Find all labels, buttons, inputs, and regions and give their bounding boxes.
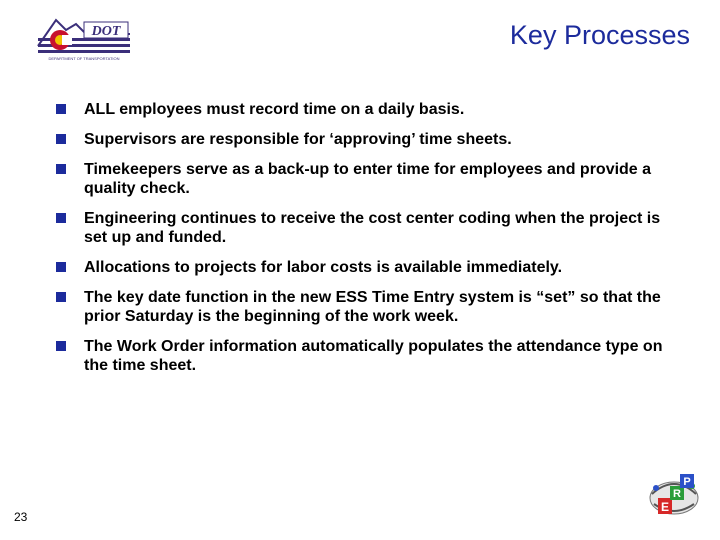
bullet-item (56, 337, 696, 375)
bullet-text: Timekeepers serve as a back-up to enter time for employees and provide a quality check. (84, 161, 652, 197)
square-bullet-icon (56, 134, 66, 144)
bullet-item (56, 160, 696, 198)
bullet-text: The key date function in the new ESS Time Entry system is “set” so that the prior Saturday is the beginning of the work week. (84, 289, 661, 325)
bullet-text: ALL employees must record time on a daily basis. (84, 101, 465, 118)
square-bullet-icon (56, 164, 66, 174)
bullet-item (56, 130, 696, 149)
square-bullet-icon (56, 213, 66, 223)
emblem-letter-r: R (673, 488, 681, 500)
bullet-text: The Work Order information automatically populates the attendance type on the time sheet. (84, 338, 663, 374)
bullet-item (56, 209, 696, 247)
square-bullet-icon (56, 104, 66, 114)
bullet-item (56, 288, 696, 326)
slide-title: Key Processes (509, 20, 690, 50)
square-bullet-icon (56, 262, 66, 272)
square-bullet-icon (56, 292, 66, 302)
bullet-item (56, 258, 696, 277)
square-bullet-icon (56, 341, 66, 351)
dot-logo (36, 16, 132, 62)
emblem-letter-p: P (683, 476, 691, 488)
bullet-list (56, 100, 696, 386)
logo-subtitle: DEPARTMENT OF TRANSPORTATION (48, 56, 120, 61)
bullet-text: Supervisors are responsible for ‘approving’ time sheets. (84, 131, 512, 148)
erp-emblem-icon (644, 464, 704, 524)
page-number: 23 (14, 510, 28, 524)
bullet-text: Engineering continues to receive the cost center coding when the project is set up and funded. (84, 210, 661, 246)
emblem-letter-e: E (660, 500, 670, 514)
logo-dot-text: DOT (91, 24, 121, 39)
bullet-text: Allocations to projects for labor costs is available immediately. (84, 259, 563, 276)
bullet-item (56, 100, 696, 119)
